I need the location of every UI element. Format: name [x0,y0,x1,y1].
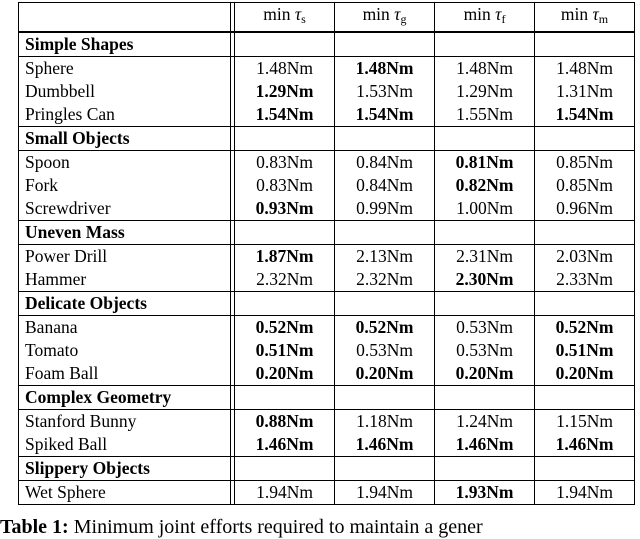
header-fn: min [560,4,589,24]
effort-cell: 1.54Nm [335,103,435,127]
table-row [19,197,635,221]
effort-cell: 1.46Nm [235,433,335,457]
effort-cell: 1.54Nm [235,103,335,127]
effort-cell: 1.93Nm [435,481,535,505]
column-header-f [435,3,535,33]
effort-cell: 1.48Nm [235,57,335,81]
effort-cell: 1.48Nm [535,57,635,81]
group-empty-cell [435,457,535,481]
header-symbol: τ [495,4,502,24]
column-header-s [235,3,335,33]
object-name: Dumbbell [19,80,231,103]
header-fn: min [263,4,291,24]
effort-cell: 0.84Nm [335,151,435,175]
group-header-row [19,457,635,481]
effort-cell: 2.33Nm [535,268,635,292]
table-row [19,151,635,175]
effort-cell: 2.03Nm [535,245,635,269]
group-empty-cell [535,457,635,481]
effort-cell: 1.48Nm [335,57,435,81]
object-name: Stanford Bunny [19,410,231,434]
group-title: Slippery Objects [19,457,231,481]
group-header-row [19,127,635,151]
object-name: Spiked Ball [19,433,231,457]
effort-cell: 0.20Nm [335,362,435,386]
object-name: Banana [19,316,231,340]
effort-cell: 0.51Nm [535,339,635,362]
group-empty-cell [535,221,635,245]
object-name: Tomato [19,339,231,362]
effort-cell: 0.82Nm [435,174,535,197]
effort-cell: 1.53Nm [335,80,435,103]
effort-cell: 0.20Nm [235,362,335,386]
effort-cell: 1.55Nm [435,103,535,127]
effort-cell: 1.29Nm [435,80,535,103]
table-row [19,57,635,81]
effort-cell: 1.18Nm [335,410,435,434]
caption-label: Table 1: [0,516,69,538]
effort-cell: 2.31Nm [435,245,535,269]
effort-cell: 1.87Nm [235,245,335,269]
header-blank-cell [19,3,231,33]
effort-cell: 0.52Nm [235,316,335,340]
group-empty-cell [435,386,535,410]
object-name: Spoon [19,151,231,175]
column-header-g [335,3,435,33]
effort-cell: 1.24Nm [435,410,535,434]
table-row [19,339,635,362]
effort-cell: 2.30Nm [435,268,535,292]
effort-cell: 0.85Nm [535,151,635,175]
group-empty-cell [335,32,435,57]
header-symbol: τ [592,4,599,24]
effort-cell: 0.84Nm [335,174,435,197]
header-subscript: m [598,12,609,26]
object-name: Wet Sphere [19,481,231,505]
table-row [19,174,635,197]
object-name: Hammer [19,268,231,292]
header-row [19,3,635,33]
group-empty-cell [335,127,435,151]
effort-cell: 0.20Nm [535,362,635,386]
header-symbol: τ [294,4,302,24]
effort-cell: 0.52Nm [335,316,435,340]
group-empty-cell [235,221,335,245]
group-empty-cell [235,386,335,410]
effort-cell: 1.46Nm [435,433,535,457]
table-row [19,80,635,103]
header-symbol: τ [394,4,401,24]
header-subscript: g [400,12,407,26]
effort-cell: 0.81Nm [435,151,535,175]
table-row [19,268,635,292]
group-header-row [19,386,635,410]
effort-cell: 0.99Nm [335,197,435,221]
effort-cell: 0.96Nm [535,197,635,221]
effort-cell: 0.20Nm [435,362,535,386]
group-title: Uneven Mass [19,221,231,245]
effort-cell: 0.52Nm [535,316,635,340]
object-name: Pringles Can [19,103,231,127]
effort-cell: 1.31Nm [535,80,635,103]
group-empty-cell [535,386,635,410]
effort-cell: 0.53Nm [335,339,435,362]
object-name: Power Drill [19,245,231,269]
effort-cell: 0.88Nm [235,410,335,434]
table-row [19,481,635,505]
object-name: Fork [19,174,231,197]
effort-cell: 1.54Nm [535,103,635,127]
group-empty-cell [235,457,335,481]
effort-cell: 2.32Nm [335,268,435,292]
header-fn: min [362,4,390,24]
column-header-m [535,3,635,33]
table-row [19,433,635,457]
header-subscript: s [301,12,306,26]
group-empty-cell [335,292,435,316]
effort-cell: 1.48Nm [435,57,535,81]
group-empty-cell [335,457,435,481]
group-empty-cell [435,221,535,245]
effort-cell: 1.15Nm [535,410,635,434]
object-name: Sphere [19,57,231,81]
group-empty-cell [235,292,335,316]
effort-cell: 0.51Nm [235,339,335,362]
group-header-row [19,32,635,57]
group-empty-cell [535,292,635,316]
group-title: Simple Shapes [19,32,231,57]
group-empty-cell [235,32,335,57]
table-row [19,103,635,127]
effort-cell: 0.83Nm [235,151,335,175]
effort-cell: 0.53Nm [435,316,535,340]
group-empty-cell [335,386,435,410]
table-row [19,245,635,269]
effort-cell: 2.32Nm [235,268,335,292]
effort-cell: 1.00Nm [435,197,535,221]
effort-cell: 1.94Nm [535,481,635,505]
group-title: Delicate Objects [19,292,231,316]
effort-cell: 1.46Nm [535,433,635,457]
object-name: Foam Ball [19,362,231,386]
caption-text: Minimum joint efforts required to maintain a gener [68,516,483,538]
group-empty-cell [535,127,635,151]
results-table [18,2,635,505]
table-row [19,316,635,340]
table-caption [0,516,483,539]
table-row [19,362,635,386]
group-empty-cell [235,127,335,151]
group-empty-cell [435,32,535,57]
effort-cell: 1.94Nm [335,481,435,505]
effort-cell: 0.93Nm [235,197,335,221]
effort-cell: 1.29Nm [235,80,335,103]
group-title: Small Objects [19,127,231,151]
effort-cell: 1.94Nm [235,481,335,505]
effort-cell: 0.83Nm [235,174,335,197]
group-header-row [19,221,635,245]
object-name: Screwdriver [19,197,231,221]
group-empty-cell [535,32,635,57]
effort-cell: 1.46Nm [335,433,435,457]
group-empty-cell [435,292,535,316]
group-empty-cell [435,127,535,151]
effort-cell: 0.85Nm [535,174,635,197]
group-header-row [19,292,635,316]
group-empty-cell [335,221,435,245]
group-title: Complex Geometry [19,386,231,410]
table-row [19,410,635,434]
header-fn: min [463,4,491,24]
header-subscript: f [501,12,506,26]
effort-cell: 0.53Nm [435,339,535,362]
effort-cell: 2.13Nm [335,245,435,269]
